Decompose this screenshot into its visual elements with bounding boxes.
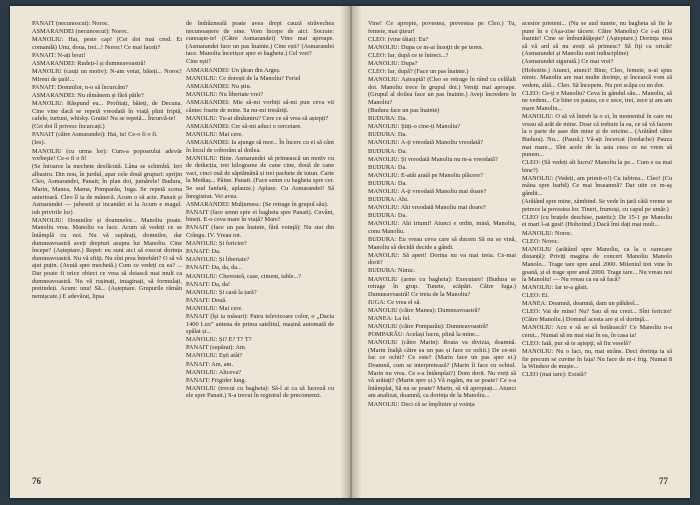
left-page-column-1	[32, 20, 182, 468]
dialogue-line: MANOLIU: O să vă întreb la o zi, în momentul în care nu vreau să arăt de mine. Doar că trebuie la ea, ce să vă facem la o parte de șase din mine și de oricine... (Arătând către Budura). Nu... (Pauză.) Vă-ați încercat (Iordache) Pauza mai mare... Sînt acele de la asta ceea ce nu vrem să punem...	[522, 113, 672, 159]
dialogue-line: (Ies).	[32, 139, 46, 147]
dialogue-line: PANAIT (supărat): Am.	[186, 344, 247, 352]
dialogue-line: BUDURA: Da.	[368, 131, 407, 139]
dialogue-line: (Cei doi îl privesc încurcați.)	[32, 123, 105, 131]
dialogue-line: MANOLIU: Ahi triumf! Atunci e ordin, mină, Manoliu, conu Manoliu.	[368, 220, 516, 235]
dialogue-line: MANOLIU: Nu libertate vrei?	[186, 90, 264, 98]
dialogue-line: PANAIT (își ia măsuri): Patru televizoare color, o „Dacia 1400 Lux” antena de prima satelitul, mașină automată de spălat și...	[186, 312, 334, 336]
dialogue-line: MANOLIU: Și libertate?	[186, 256, 250, 264]
dialogue-line: PANAIT (face semn spre ei bagheta spre Panait). Cuvânt, bineți. E-o ceva mare în viață? Mare?	[186, 208, 334, 224]
dialogue-line: MANOLIU (cu urma lor): Cum-a popoarului adevăr vorbeşte! Ce-o fi o fi!	[32, 147, 182, 163]
page-number-left: 76	[32, 476, 41, 486]
dialogue-line: PANAIT: Am, am.	[186, 360, 234, 368]
dialogue-line: CLEO (cu brațele deschise, patetic): De 15-1 pe Manoliu ei mari l-ai gust! (Hohotind.) Dacă îmi dați mai mult...	[522, 213, 672, 229]
dialogue-line: MANOLIU: Știți-o cine-ți Manoliu?	[368, 123, 461, 131]
dialogue-line: PANAIT (către Asmarandei): Hai, tu! Ce-o fi o fi.	[32, 131, 158, 139]
page-number-right: 77	[659, 476, 668, 486]
dialogue-line: MANOLIU: A-ți vreodată Manoliu vreodată?	[368, 139, 484, 147]
dialogue-line: MANOLIU: Și fericire?	[186, 240, 247, 248]
dialogue-line: MANOLIU: Și vreodată Manoliu nu m-a vreodată?	[368, 155, 498, 163]
dialogue-line: ASMARANDEI: Ia ajunge să mor... În încerc cu ei să cânt în locul de coborâm al doilea.	[186, 138, 334, 154]
dialogue-line: MANOLIU: Deci că se împlinire și voința	[368, 400, 475, 408]
dialogue-line: CLEO: Ei.	[522, 292, 549, 300]
dialogue-line: MANOLIU (arme cu bagheta): Executare! (Budura se retrage în grup. Tunete, scăpări. Către Iuga.) Dumneavoastră! Ce treia de la Manoliu?	[368, 275, 516, 298]
dialogue-line: MANOLIU: Ahi vreodată Manoliu mai doare?	[368, 204, 486, 212]
dialogue-line: POMPARĂU: Același lucru, plină la mine...	[368, 331, 480, 339]
dialogue-line: MANOLIU: (Vedeți, am primit-o!) Cu iubirea... Cleo! (Cu mâna spre barbă) Ce mai înseamnă? Dar uite ce m-aş gândit...	[522, 174, 672, 198]
right-page-column-2	[522, 20, 672, 468]
dialogue-line: MANOLIU: Și casă la țară?	[186, 288, 257, 296]
dialogue-line: MANOLIU: Răspund eu... Profitați, băieți, de Decuna. Cine vine dacă se repetă vreodată în viață plini friptă, cafele, turtuni, whisky. Gratis! Nu se repetă... Încurcă-te!	[32, 99, 182, 123]
dialogue-line: MANEA: La fel.	[368, 314, 411, 322]
dialogue-line: BUDURA: Da.	[368, 179, 407, 187]
dialogue-line: MANOLIU: Tu-ai dinăuntru? Cere ce să vrea să aștepți?	[186, 114, 329, 122]
dialogue-line: MANOLIU (cauți un motiv): N-am votat, băieți... Noroc! Mireni de ţară!...	[32, 68, 182, 83]
dialogue-line: MANOLIU: Dupa?	[368, 59, 418, 67]
right-page	[352, 6, 690, 498]
dialogue-line: MANOLIU (către Manea): Dumneavoastră?	[368, 306, 481, 314]
left-page	[10, 6, 348, 498]
dialogue-line: MANOLIU (arătând spre Manoliu, ca la o oarecare distanță): Priviți magina de concert Manoliu Manolo Manolo... Trage tare spre anul 2000. Mileniul trei vine în goană, și el trage spre anul 2000. Trage tare... Nu vreau noi la Manoliu! — Nu vreau ca ea să facă?	[522, 245, 672, 284]
dialogue-line: CLEO: Noroc.	[522, 237, 560, 245]
dialogue-line: MANOLIU (către Marin): Roata va divizia, doamnă. (Marin înalţă către ea un pas și face ce ochii.) De ce-mi fac ce ochii? Ce este? (Marin face un pas spre ei.) Doamnă, cum se interpretează? (Marin îi face cu ochiul. Marin nu vrea. Ce s-a întâmplat?) Dom dorit. Nu vreți să vă arătați? (Marin spre și.) Vă rugăm, nu se poate? Ce s-a întâmplat, Să nu se poate? Marin, să vă apropiați... Atunci am analizat, doamnă, ca dorința de la Manoliu...	[368, 339, 516, 400]
left-page-column-2	[186, 20, 334, 468]
dialogue-line: MANEA: Doamnă, doamnă, dam un păhărel...	[522, 300, 640, 308]
dialogue-line: MANOLIU: Altceva?	[186, 368, 242, 376]
dialogue-line: BUDURA: Eu vreau ceva care să ducem Să nu se vină, Manoliu să decidă decide a gândi.	[368, 236, 516, 251]
right-page-column-1	[368, 20, 516, 468]
dialogue-line: ASMARANDEI: Nu știu.	[186, 82, 252, 90]
dialogue-line: MANOLIU: Așteaptă! (Cleo se retrage în rând cu celălalt doi. Manoliu trece în grupul doi.) Veniţi mai aproape. (Grupul al doilea face un pas înainte.) Aveţi încredere în Manoliu?	[368, 76, 516, 106]
dialogue-line: MANOLIU: Ce dorești de la Manoliu? Feriel	[186, 74, 301, 82]
dialogue-line: IUGA: Ce vrea el să.	[368, 298, 421, 306]
dialogue-line: BUDURA: Da.	[368, 163, 407, 171]
book-spread	[10, 6, 690, 498]
dialogue-line: MANOLIU: Să aperi! Dorina nu va mai treia. Ce-mai dorit?	[368, 251, 516, 267]
dialogue-line: PANAIT (necunoscut): Noroc.	[32, 20, 110, 27]
dialogue-line: (Hohotite.) Atunci, atunci! Bine, Cleo, femeie, n-ai spus nimic. Manoliu are mai multe dorințe, și încearcă vom să vedem, altă... Cleo. Să începem. Nu pot scăpa cu un dor.	[522, 66, 672, 89]
dialogue-line: BUDURA: Nimic.	[368, 267, 416, 275]
dialogue-line: MANOLIU (trecut cu bagheta): Să-l ai ca să lucreză cu ele spre Panait.) S-a trecut în registrul de precomenzi.	[186, 384, 334, 400]
dialogue-line: de îndrăzneală poate avea drept cauză străvechea necunoaștere de sine. Vom începe de aici. Socrate: cunoaște-te! (Către Asmarandei) Vino mai aproape. (Asmarandei face un pas înainte.) Cine ești? (Asmarandei tace. Manoliu încetișor spre ei baghetu.) Cel vrei?	[186, 20, 334, 58]
dialogue-line: MANOLIU (către Pomparău): Dumneavoastră?	[368, 323, 489, 331]
dialogue-line: MANOLIU: Mai cere.	[186, 304, 243, 312]
dialogue-line: MANOLIU: Cheresteă, case, ciment, table...?	[186, 272, 302, 280]
dialogue-line: PANAIT: Domnilor, n-o să încurcăm?	[32, 83, 128, 91]
dialogue-line: MANOLIU: Și? E? T? T?	[186, 336, 252, 344]
dialogue-line: MANOLIU: Noroc.	[522, 229, 573, 237]
dialogue-line: MANOLIU: Ești atât?	[186, 352, 243, 360]
dialogue-line: MANOLIU: Nu o faci, nu, mai strâns. Deci dorinţa ta să fie precum se cuvine în fața! Nu face de ni-i frig. Numai 8 la Windsor de muște...	[522, 347, 672, 371]
dialogue-line: CLEO: Ce-ți e Manoliu? Ceva în gândul său... Manoliu, să ne vedem... Ce bine cu pauza, ce e zece, trei, zece și am am mare Manoliu...	[522, 89, 672, 113]
dialogue-line: MANOLIU: Dupa ce m-ai însoţit de pe teren.	[368, 43, 484, 51]
dialogue-line: ASMARANDEI: Rudeți-l și dumneavoastră!	[32, 59, 146, 67]
dialogue-line: ASMARANDEI: Nu rămânem și fără păile?	[32, 91, 144, 99]
dialogue-line: CLEO: (vine tăiat): Eu?	[368, 35, 429, 43]
dialogue-line: (Asmarandei sigurată.) Ce mai vrei?	[522, 58, 614, 66]
dialogue-line: PANAIT: Frigider lung.	[186, 376, 247, 384]
dialogue-line: CLEO (mai tare): Există?	[522, 371, 587, 379]
dialogue-line: ASMARANDEI: Un ţăran din Argeș.	[186, 66, 281, 74]
dialogue-line: acestor prieteni... (Nu se aud tunete, nu bagheta să fie le pune în e (Așa-zise tăcere. Către Manoliu) Ce i-ai (Dă înainte! Cine se îmbunătăţeşte? (Așteptare.) Dorința mea să vă ard să nu aveți să primesc? Să fiţi ca oricât! (Asmarandei și Manoliu sunt indiscipline)	[522, 20, 672, 58]
dialogue-line: Cine eşti?	[186, 58, 212, 66]
dialogue-line: BUDURA: Da.	[368, 115, 407, 123]
dialogue-line: CLEO: Iată, pur să te aştepţi, să fiu veselă?	[522, 339, 631, 347]
dialogue-line: Vine! Ce apropie, povestea, prevestea pe Cleo.) Tu, femeie, mai ţiteur!	[368, 20, 516, 35]
dialogue-line: (Se întoarce la mechete desfăcută. Lâna se schimbă. Ieri albastru. Din nou, în jurdul, apar cele două grupuri: sprijin Cleo, Asmarandei, Panait; în plan doi, jumărele! Budura, Marin, Manea, Mama, Pomparău, Iuga. Se repetă scena anterioară. Cleo îl ia de mânecă. Acum o să acte. Panait și Asmarandei — jubesnii și incantări ei la Acum e magul. iub privirile lor)	[32, 163, 182, 216]
dialogue-line: ASMARANDEI: Cer să-mi aduci o cercetare.	[186, 122, 302, 130]
dialogue-line: CLEO: Iar, după? (Face un pas înainte.)	[368, 68, 469, 76]
dialogue-line: PANAIT (face un pas înainte, fără voinţă): Nu stai din Crângu. IV. Vreau tot.	[186, 224, 334, 240]
dialogue-line: ASMARANDEI: Mie să-mi vorbiți să-mi pun ceva vii cântec foarte de mine. Sa nu-mi tresăriți.	[186, 98, 334, 114]
dialogue-line: CLEO: Vai de mine! Nu? Sau să nu crezi... Sînt fericire! (Către Manoliu.) Domnul acesta are și el dorinţă...	[522, 308, 672, 324]
dialogue-line: PANAIT: Da.	[186, 248, 221, 256]
dialogue-line: BUDURA: Ahi.	[368, 196, 409, 204]
dialogue-line: BUDURA: Da.	[368, 212, 407, 220]
dialogue-line: MANOLIU: A-ți vreodată Manoliu mai doare?	[368, 187, 487, 195]
dialogue-line: BUDURA: Da.	[368, 147, 407, 155]
dialogue-line: MANOLIU: Domnilor și doamnelor... Manoliu poate. Manoliu vrea. Manoliu va face. Acum să vedeți ce se întâmplă cu noi. Nu vă supărați, domnilor, dar dumneavoastră aveți drepturi asupra lui Manoliu. Cine începe? (Așteptare.) Repet: eu sunt aici să execut dorința dumneavoastră. Nu vă sfiiți. Nu sînt prea întrebări? O să vă ajut puțin. (Avută spre mechetă.) Cum ce vedeți cu ea? ... Dar poate fi orice obiect ce vrea să deiască mai mult ca dumneavoastră. Nu vă rușinați, imaginați, să formulați, pretindeți. Acum: unu! Să... (Așteptare. Grupurile rămân nemișcate.) E adevărat, lipsa	[32, 216, 182, 300]
dialogue-line: MANOLIU: Iar te-a găsit.	[522, 284, 589, 292]
dialogue-line: MANOLIU: E-atât arată pe Manoliu plăcere?	[368, 171, 483, 179]
dialogue-line: PANAIT: Două.	[186, 296, 227, 304]
dialogue-line: (Budura face un pas înainte)	[368, 107, 440, 115]
dialogue-line: MANOLIU: Mai cere.	[186, 130, 243, 138]
dialogue-line: MANOLIU: Hai, peste cap! (Cei doi mai cred. Ei comandă) Unu, doua, trei...! Noroc! Ce mai faceți?	[32, 36, 182, 51]
dialogue-line: PANAIT: N-ați bout!	[32, 51, 86, 59]
dialogue-line: MANOLIU: Bine. Asmarandei să primească un motiv cu de deducția, trei kilograme de cane cine, două de cane vaci, cinci ouă de săptămână și trei pachete de tutun. Carte la Mediaș... Pâine. Panait. (Face semn cu bagheta spre cer. Se aud fanfară, aplauze.) Aplaze. Cu Asmarandei! Să înregistrat. Vei avea.	[186, 154, 334, 200]
dialogue-line: CLEO: (Să vedeți alt lucru? Manoliu la pe... Cum e ea mai bine?)	[522, 159, 672, 174]
dialogue-line: PANAIT: Da, da, da...	[186, 264, 242, 272]
dialogue-line: ASMARANDEI (necunoscut): Noroc.	[32, 28, 129, 36]
dialogue-line: ASMARANDEI: Mulțumesc. (Se retrage în grupul său).	[186, 200, 329, 208]
dialogue-line: CLEO: Iar, după ce te întreci...?	[368, 51, 449, 59]
dialogue-line: PANAIT: Da, da!	[186, 280, 231, 288]
dialogue-line: (Arătând spre mine, zâmbind. Se vede în țară câtă vreme se petrece la povestea lor. Tineri, frumoși, cu capul pe umăr.)	[522, 198, 672, 213]
dialogue-line: MANOLIU: Acu e să se să hotărască? Ce Manoliu n-a cerut... Numai să nu mai stai în ea, în casa ta!	[522, 324, 672, 339]
